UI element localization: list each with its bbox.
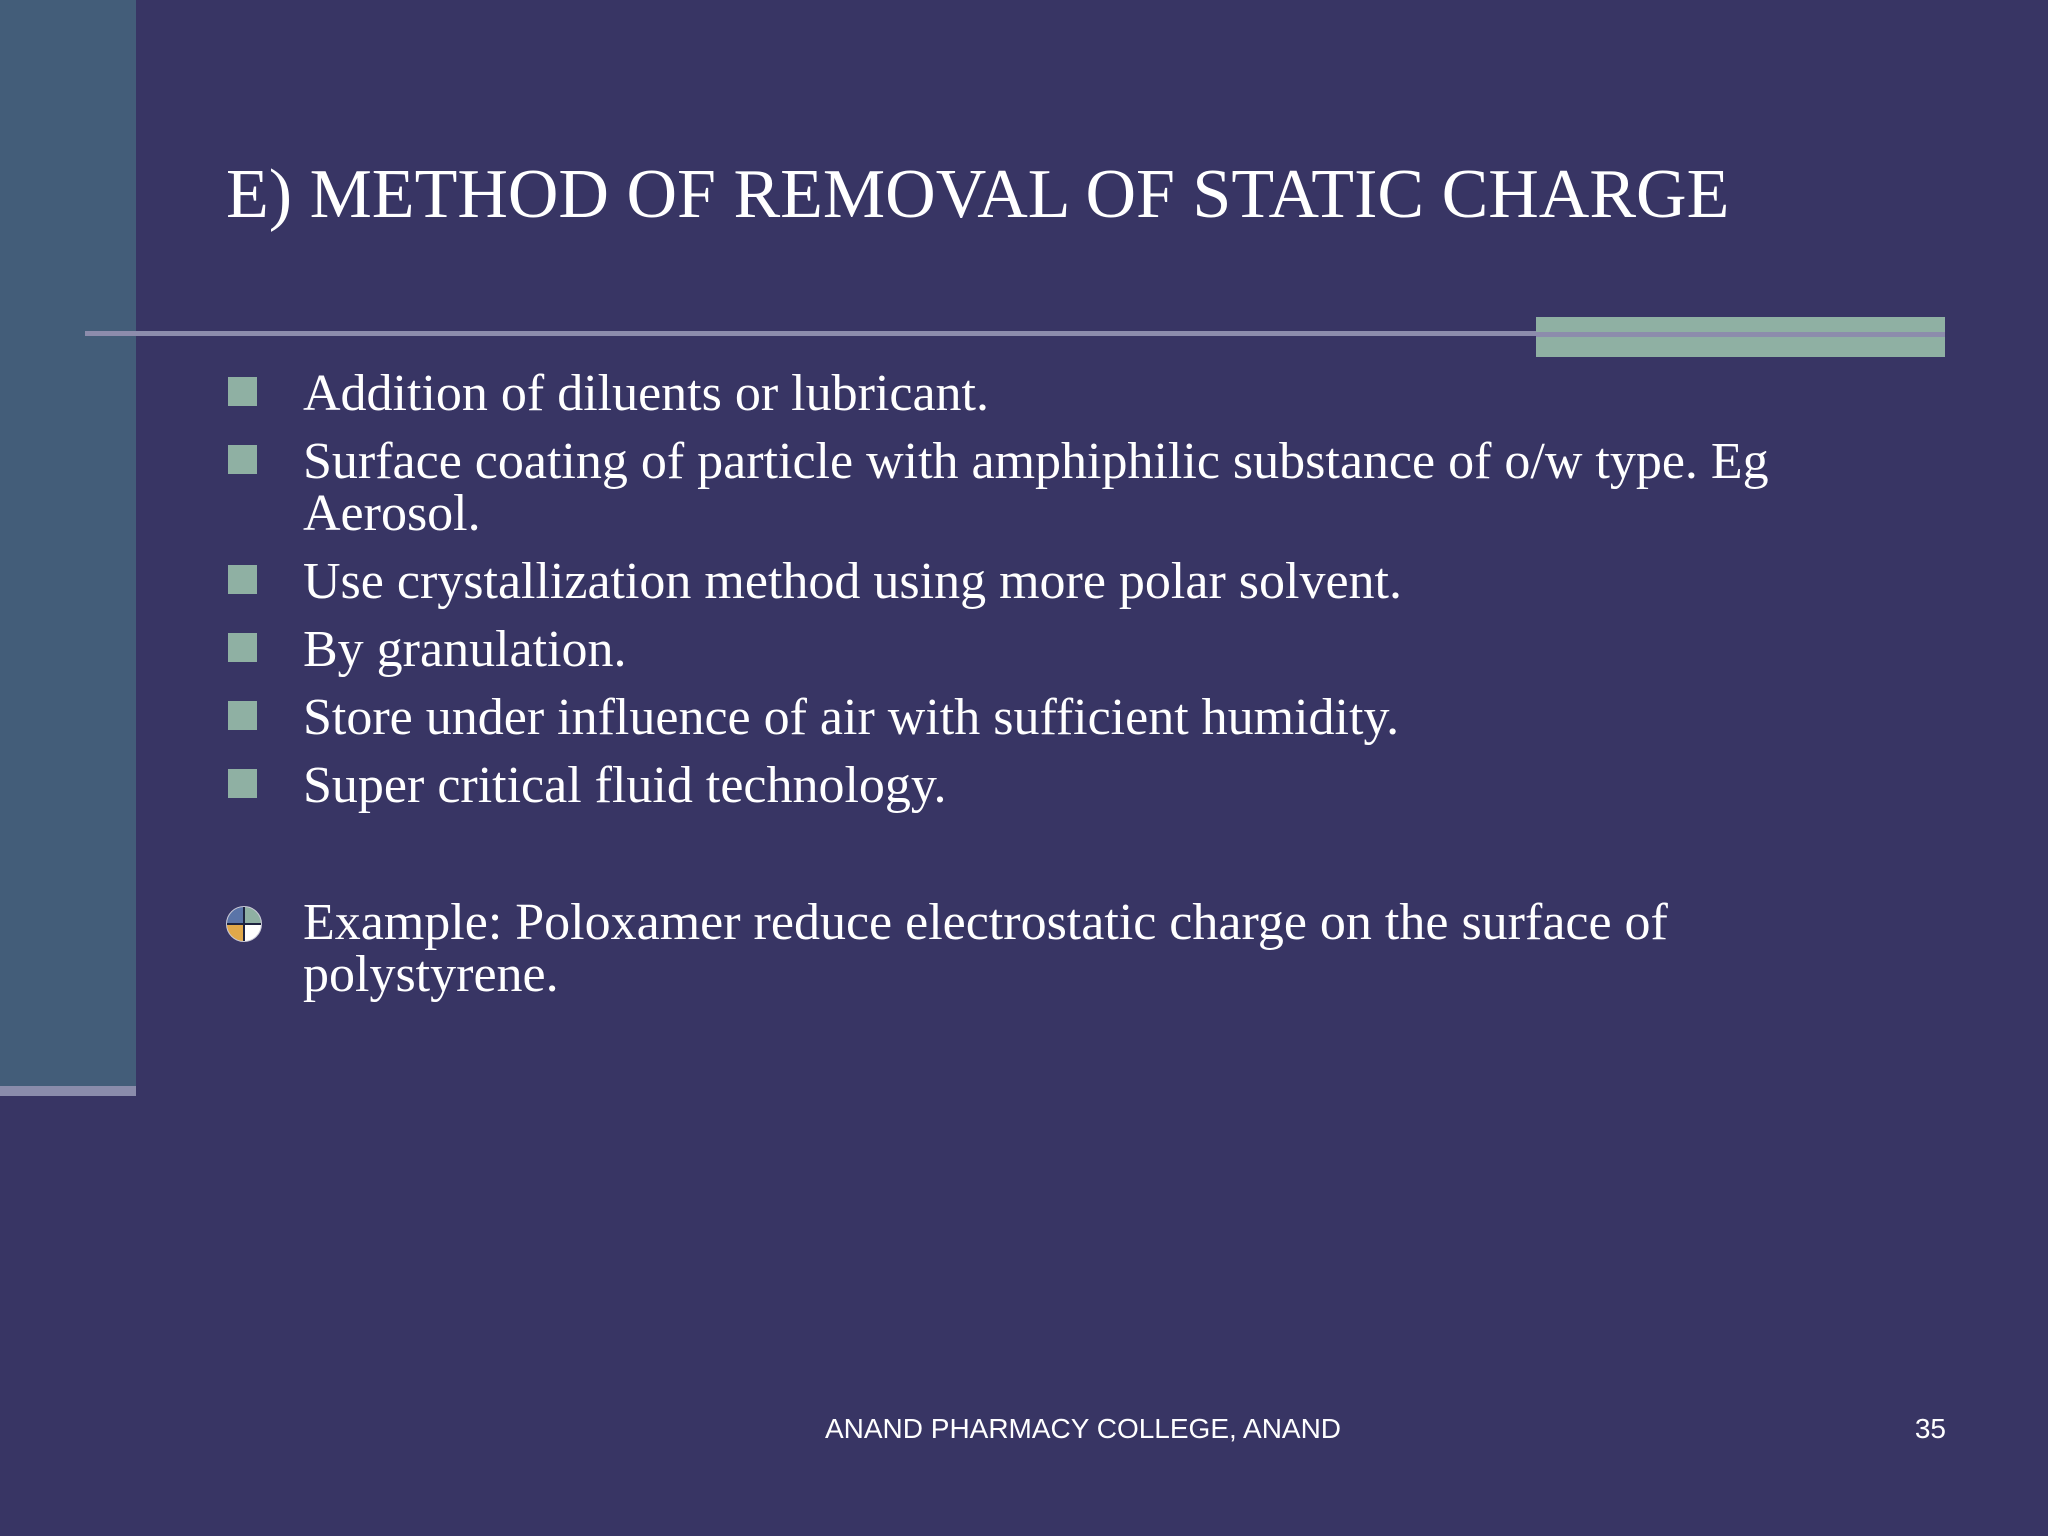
- accent-block: [1536, 317, 1945, 357]
- bullet-text: By granulation.: [303, 621, 627, 678]
- square-bullet-icon: [228, 377, 257, 406]
- bullet-text: Super critical fluid technology.: [303, 757, 947, 814]
- example-block: [228, 894, 1928, 1003]
- bullet-text: Store under influence of air with sufficient humidity.: [303, 689, 1400, 746]
- list-item: [228, 360, 1928, 428]
- page-number: 35: [1914, 1413, 1946, 1444]
- accent-divider-line: [1536, 332, 1945, 337]
- list-item: [228, 428, 1928, 548]
- square-bullet-icon: [228, 565, 257, 594]
- square-bullet-icon: [228, 701, 257, 730]
- square-bullet-icon: [228, 633, 257, 662]
- bullet-text: Use crystallization method using more polar solvent.: [303, 553, 1402, 610]
- example-text: Example: Poloxamer reduce electrostatic charge on the surface of polystyrene.: [303, 894, 1668, 1003]
- footer-text: ANAND PHARMACY COLLEGE, ANAND: [824, 1413, 1342, 1444]
- bullet-text: Addition of diluents or lubricant.: [303, 365, 990, 422]
- bullet-text: Surface coating of particle with amphiphilic substance of o/w type. Eg Aerosol.: [303, 433, 1769, 542]
- list-item: [228, 752, 1928, 820]
- left-decorative-bar: [0, 0, 136, 1086]
- list-item: [228, 684, 1928, 752]
- list-item: [228, 616, 1928, 684]
- square-bullet-icon: [228, 769, 257, 798]
- list-item: [228, 548, 1928, 616]
- slide-title: E) METHOD OF REMOVAL OF STATIC CHARGE: [226, 156, 1730, 233]
- bullet-list: [228, 360, 1928, 820]
- left-bar-underline: [0, 1086, 136, 1096]
- square-bullet-icon: [228, 445, 257, 474]
- globe-bullet-icon: [225, 905, 263, 943]
- example-item: [228, 894, 1928, 1003]
